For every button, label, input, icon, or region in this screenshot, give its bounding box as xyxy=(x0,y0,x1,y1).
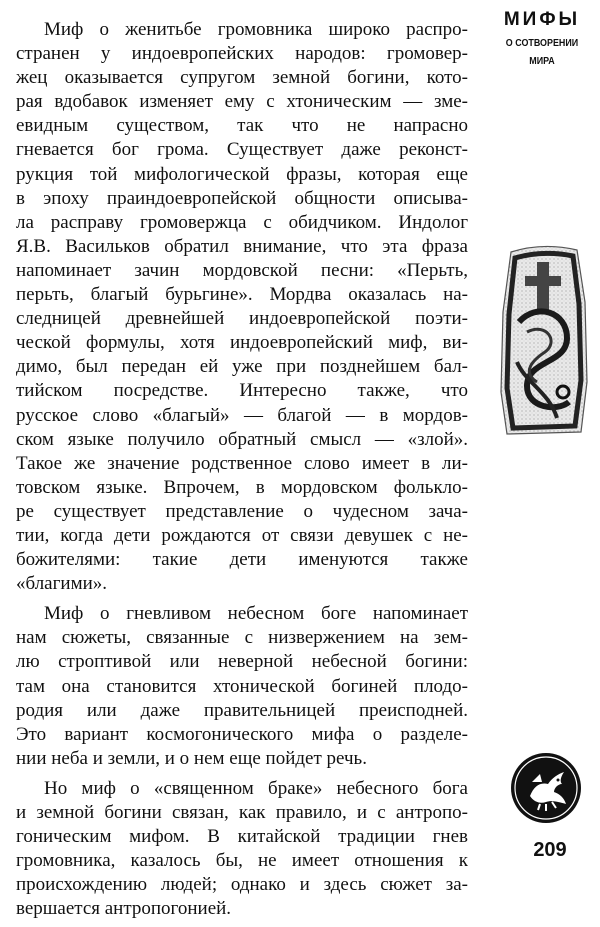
text-line: ческой формулы, хотя индоевропейский миф, ви- xyxy=(16,332,468,354)
page-number: 209 xyxy=(533,839,567,861)
text-line: «благими». xyxy=(16,573,108,595)
text-line: тийском посредстве. Интересно также, что xyxy=(16,380,468,402)
runestone-illustration xyxy=(497,242,589,440)
text-line: родия или даже правительницей преисподней. xyxy=(16,699,468,721)
text-line: Миф о женитьбе громовника широко распро- xyxy=(44,19,468,40)
text-line: русское слово «благый» — благой — в мордов- xyxy=(16,404,468,426)
text-line: следницей древнейшей индоевропейской поэти- xyxy=(16,308,468,330)
text-line: ском языке получило обратный смысл — «злой». xyxy=(16,428,468,450)
text-line: лю строптивой или неверной небесной богини: xyxy=(16,651,468,673)
paragraph xyxy=(16,777,468,922)
text-line: Я.В. Васильков обратил внимание, что эта фраза xyxy=(16,235,468,257)
text-line: вершается антропогонией. xyxy=(16,898,232,920)
text-line: перьть, благый бурьгине». Мордва оказалась на- xyxy=(16,284,468,306)
text-line: там она становится хтонической богиней плодо- xyxy=(16,675,468,697)
text-line: в эпоху праиндоевропейской общности описыва- xyxy=(16,187,468,209)
paragraph xyxy=(16,18,468,596)
text-line: Такое же значение родственное слово имеет в ли- xyxy=(16,452,468,474)
text-line: товском языке. Впрочем, в мордовском фолькло- xyxy=(16,476,468,498)
text-line: напоминает зачин мордовской песни: «Перьть, xyxy=(16,259,468,281)
text-line: рая вдобавок изменяет ему с хтоническим — зме- xyxy=(16,91,468,113)
bird-emblem-icon xyxy=(510,752,582,824)
text-line: Но миф о «священном браке» небесного бога xyxy=(44,777,468,799)
text-line: тии, когда дети рождаются от связи девушек с не- xyxy=(16,524,468,546)
text-line: и земной богини связан, как правило, и с антропо- xyxy=(16,802,468,823)
text-line: нам сюжеты, связанные с низвержением на зем- xyxy=(16,627,468,649)
text-line: гневается бог грома. Существует даже реконст- xyxy=(16,139,468,161)
sidebar-header xyxy=(488,8,596,72)
text-line: димо, был передан ей уже при позднейшем бал- xyxy=(16,356,468,378)
text-line: нии неба и земли, и о нем еще пойдет речь. xyxy=(16,747,367,769)
main-text-column xyxy=(16,18,468,927)
text-line: странен у индоевропейских народов: громовер- xyxy=(16,43,468,65)
text-line: гоническим мифом. В китайской традиции гнев xyxy=(16,826,468,848)
text-line: евидным существом, так что не напрасно xyxy=(16,115,468,137)
text-line: громовника, казалось бы, не имеет отношения к xyxy=(16,850,468,872)
text-line: рукция той мифологической фразы, которая еще xyxy=(16,163,468,185)
text-line: жец оказывается супругом земной богини, кото- xyxy=(16,67,468,89)
text-line: божителями: такие дети именуются также xyxy=(16,549,468,571)
paragraph xyxy=(16,602,468,771)
section-subtitle-line2: МИРА xyxy=(529,55,555,67)
text-line: Это вариант космогонического мифа о разделе- xyxy=(16,723,468,745)
text-line: ла расправу громовержца с обидчиком. Индолог xyxy=(16,211,468,233)
text-line: происхождению людей; однако и здесь сюжет за- xyxy=(16,874,468,896)
section-title: МИФЫ xyxy=(503,9,581,30)
text-line: ре существует представление о чудесном зачa- xyxy=(16,500,468,522)
text-line: Миф о гневливом небесном боге напоминает xyxy=(44,603,468,625)
section-subtitle-line1: О СОТВОРЕНИИ xyxy=(505,37,579,49)
